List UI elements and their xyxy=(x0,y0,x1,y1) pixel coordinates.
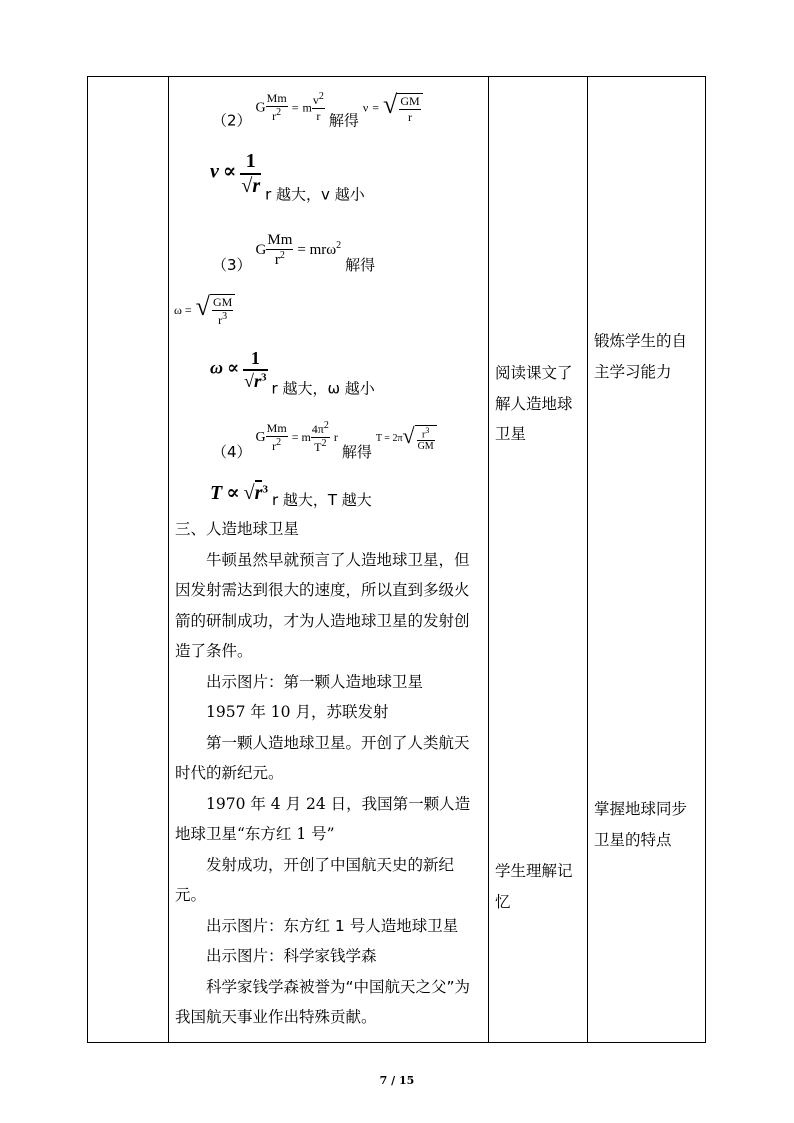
square-root: √ $\frac{GM}{r^3}$ xyxy=(196,292,236,328)
proportion-v: v ∝ $\frac{1}{√r}$ r 越大，v 越小 xyxy=(210,150,365,204)
design-intent-2: 掌握地球同步卫星的特点 xyxy=(594,800,688,849)
paragraph: 牛顿虽然早就预言了人造地球卫星，但因发射需达到很大的速度，所以直到多级火箭的研制成功，才为人造地球卫星的发射创造了条件。 xyxy=(175,550,470,660)
proportion-T: $T \propto √r^3$ r 越大，T 越大 xyxy=(210,482,372,509)
paragraph: 出示图片：东方红 1 号人造地球卫星 xyxy=(206,916,459,935)
paragraph: 科学家钱学森被誉为“中国航天之父”为我国航天事业作出特殊贡献。 xyxy=(175,977,471,1026)
column-divider xyxy=(168,77,169,1042)
column-divider xyxy=(488,77,489,1042)
paragraph: 第一颗人造地球卫星。开创了人类航天时代的新纪元。 xyxy=(175,733,470,782)
fraction: $\frac{1}{√r}$ xyxy=(241,150,261,197)
section-title: 三、人造地球卫星 xyxy=(175,520,300,538)
student-activity-1: 阅读课文了解人造地球卫星 xyxy=(495,364,573,443)
paragraph: 出示图片：第一颗人造地球卫星 xyxy=(206,672,424,691)
proportion-omega: ω ∝ $\frac{1}{√r^3}$ r 越大，ω 越小 xyxy=(210,348,375,398)
formula-symbol: G xyxy=(255,100,266,116)
fraction: $\frac{4\pi^2}{T^2}$ xyxy=(311,420,329,454)
square-root: √ $\frac{GM}{r}$ xyxy=(383,90,423,125)
formula-4: （4） G $\frac{Mm}{r^2}$ = m $\frac{4\pi^2}{T^2}$ r 解得 T = 2π√ $\frac{r^3}{GM}$ xyxy=(212,420,437,462)
design-intent-1: 锻炼学生的自主学习能力 xyxy=(594,332,688,381)
student-activity-2: 学生理解记忆 xyxy=(495,862,573,911)
paragraph: 1957 年 10 月，苏联发射 xyxy=(206,703,389,721)
paragraph: 发射成功，开创了中国航天史的新纪元。 xyxy=(175,855,455,904)
content-text xyxy=(175,514,483,1033)
paragraph: 出示图片：科学家钱学森 xyxy=(206,947,377,965)
formula-3: （3） G $\frac{Mm}{r^2}$ = mrω$^2$ 解得 xyxy=(212,232,376,275)
formula-omega: ω = √ $\frac{GM}{r^3}$ xyxy=(174,292,235,328)
page-number: 7 / 15 xyxy=(379,1074,415,1087)
fraction: $\frac{Mm}{r^2}$ xyxy=(267,232,293,268)
fraction: $\frac{Mm}{r^2}$ xyxy=(266,91,287,124)
fraction: $\frac{1}{√r^3}$ xyxy=(244,348,267,391)
formula-2: （2） G $\frac{Mm}{r^2}$ = m $\frac{v^2}{r}$ 解得 ν = √ $\frac{GM}{r}$ xyxy=(212,90,423,130)
paragraph: 1970 年 4 月 24 日，我国第一颗人造地球卫星“东方红 1 号” xyxy=(175,794,471,843)
fraction: $\frac{Mm}{r^2}$ xyxy=(266,421,287,453)
column-divider xyxy=(587,77,588,1042)
fraction: $\frac{v^2}{r}$ xyxy=(312,91,324,124)
square-root: √ $\frac{r^3}{GM}$ xyxy=(403,423,437,453)
